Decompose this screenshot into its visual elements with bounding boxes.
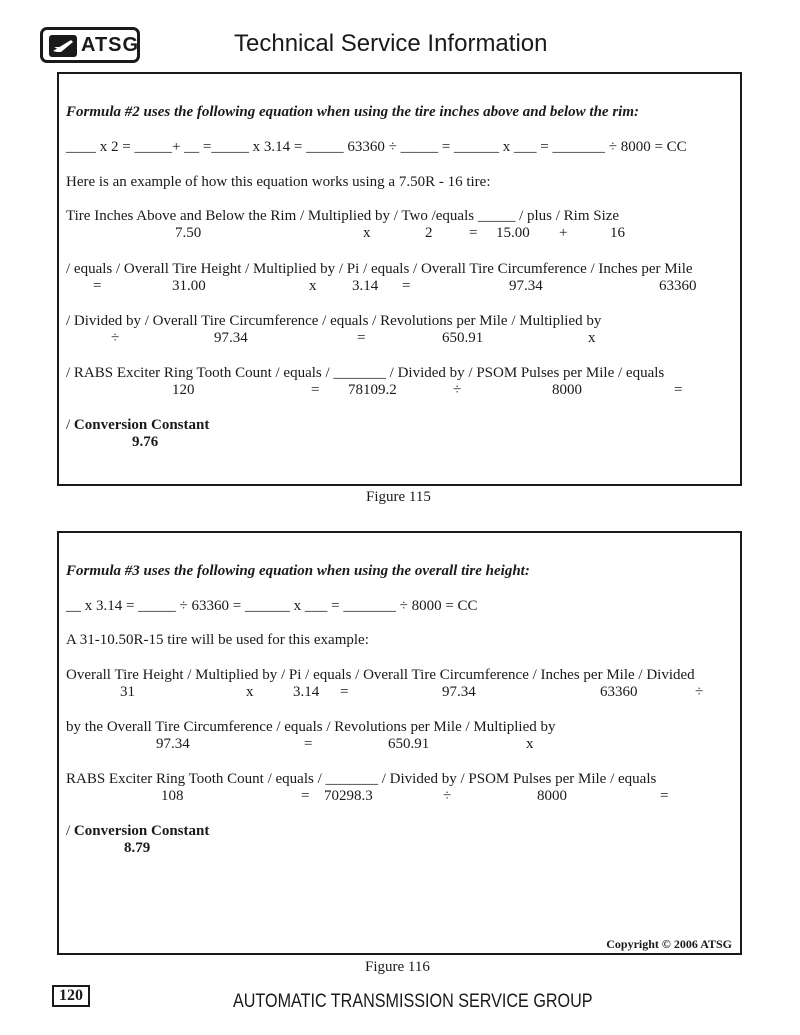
row-label: / equals / Overall Tire Height / Multiplied by / Pi / equals / Overall Tire Circumference / Inches per Mile xyxy=(66,261,693,277)
footer-org-name: AUTOMATIC TRANSMISSION SERVICE GROUP xyxy=(233,991,593,1012)
row-label: / RABS Exciter Ring Tooth Count / equals / _______ / Divided by / PSOM Pulses per Mile / equals xyxy=(66,365,665,381)
figure-115-caption: Figure 115 xyxy=(366,489,431,505)
row-value: 3.14 xyxy=(352,278,379,294)
row-value: 78109.2 xyxy=(348,382,397,398)
row-value: = xyxy=(357,330,366,346)
example-intro: A 31-10.50R-15 tire will be used for this example: xyxy=(66,632,369,648)
figure-116-panel xyxy=(57,531,742,955)
row-value: ÷ xyxy=(443,788,452,804)
formula-3-heading: Formula #3 uses the following equation when using the overall tire height: xyxy=(66,563,530,579)
row-value: x xyxy=(309,278,317,294)
row-value: 16 xyxy=(610,225,625,241)
row-label: Overall Tire Height / Multiplied by / Pi / equals / Overall Tire Circumference / Inches per Mile / Divided xyxy=(66,667,695,683)
row-value: ÷ xyxy=(695,684,704,700)
conversion-constant-line xyxy=(66,417,209,434)
row-value: = xyxy=(304,736,313,752)
row-value: = xyxy=(660,788,669,804)
row-value: 120 xyxy=(172,382,195,398)
conversion-prefix: / xyxy=(66,823,74,839)
logo-text: ATSG xyxy=(81,34,140,56)
conversion-constant-label: Conversion Constant xyxy=(73,823,210,839)
row-value: 7.50 xyxy=(175,225,202,241)
page-number: 120 xyxy=(52,985,90,1007)
row-value: = xyxy=(340,684,349,700)
row-value: = xyxy=(469,225,478,241)
row-value: 97.34 xyxy=(442,684,476,700)
conversion-constant-line xyxy=(66,823,209,840)
conversion-constant-label: Conversion Constant xyxy=(73,417,210,433)
row-value: ÷ xyxy=(111,330,120,346)
row-value: 650.91 xyxy=(388,736,430,752)
row-value: x xyxy=(363,225,371,241)
row-value: x xyxy=(588,330,596,346)
row-value: = xyxy=(311,382,320,398)
row-value: 15.00 xyxy=(496,225,530,241)
conversion-prefix: / xyxy=(66,417,74,433)
row-value: 8000 xyxy=(552,382,582,398)
row-value: = xyxy=(402,278,411,294)
row-value: = xyxy=(674,382,683,398)
row-value: = xyxy=(301,788,310,804)
row-value: ÷ xyxy=(453,382,462,398)
row-value: x xyxy=(526,736,534,752)
row-value: 63360 xyxy=(600,684,638,700)
page-title: Technical Service Information xyxy=(234,30,548,57)
figure-115-panel xyxy=(57,72,742,486)
conversion-constant-value: 8.79 xyxy=(124,840,151,856)
atsg-logo xyxy=(40,27,140,63)
figure-116-caption: Figure 116 xyxy=(365,959,430,975)
row-value: 2 xyxy=(425,225,433,241)
row-value: 97.34 xyxy=(509,278,543,294)
row-value: 70298.3 xyxy=(324,788,373,804)
formula-2-heading: Formula #2 uses the following equation when using the tire inches above and below the rim: xyxy=(66,104,639,120)
formula-3-equation: __ x 3.14 = _____ ÷ 63360 = ______ x ___ = _______ ÷ 8000 = CC xyxy=(66,598,478,614)
row-label: RABS Exciter Ring Tooth Count / equals / _______ / Divided by / PSOM Pulses per Mile / equals xyxy=(66,771,657,787)
row-value: 108 xyxy=(161,788,184,804)
row-value: 97.34 xyxy=(214,330,248,346)
row-value: x xyxy=(246,684,254,700)
row-value: 97.34 xyxy=(156,736,190,752)
copyright-notice: Copyright © 2006 ATSG xyxy=(606,937,732,951)
example-intro: Here is an example of how this equation works using a 7.50R - 16 tire: xyxy=(66,174,491,190)
row-value: 31.00 xyxy=(172,278,206,294)
airplane-icon xyxy=(49,35,77,57)
row-label: Tire Inches Above and Below the Rim / Multiplied by / Two /equals _____ / plus / Rim Size xyxy=(66,208,620,224)
conversion-constant-value: 9.76 xyxy=(132,434,159,450)
row-label: by the Overall Tire Circumference / equals / Revolutions per Mile / Multiplied by xyxy=(66,719,556,735)
row-value: 63360 xyxy=(659,278,697,294)
row-value: = xyxy=(93,278,102,294)
formula-2-equation: ____ x 2 = _____+ __ =_____ x 3.14 = _____ 63360 ÷ _____ = ______ x ___ = _______ ÷ 8000 = CC xyxy=(66,139,687,155)
row-value: 31 xyxy=(120,684,135,700)
row-value: 8000 xyxy=(537,788,567,804)
row-value: + xyxy=(559,225,568,241)
row-value: 650.91 xyxy=(442,330,484,346)
row-value: 3.14 xyxy=(293,684,320,700)
row-label: / Divided by / Overall Tire Circumference / equals / Revolutions per Mile / Multiplied by xyxy=(66,313,602,329)
